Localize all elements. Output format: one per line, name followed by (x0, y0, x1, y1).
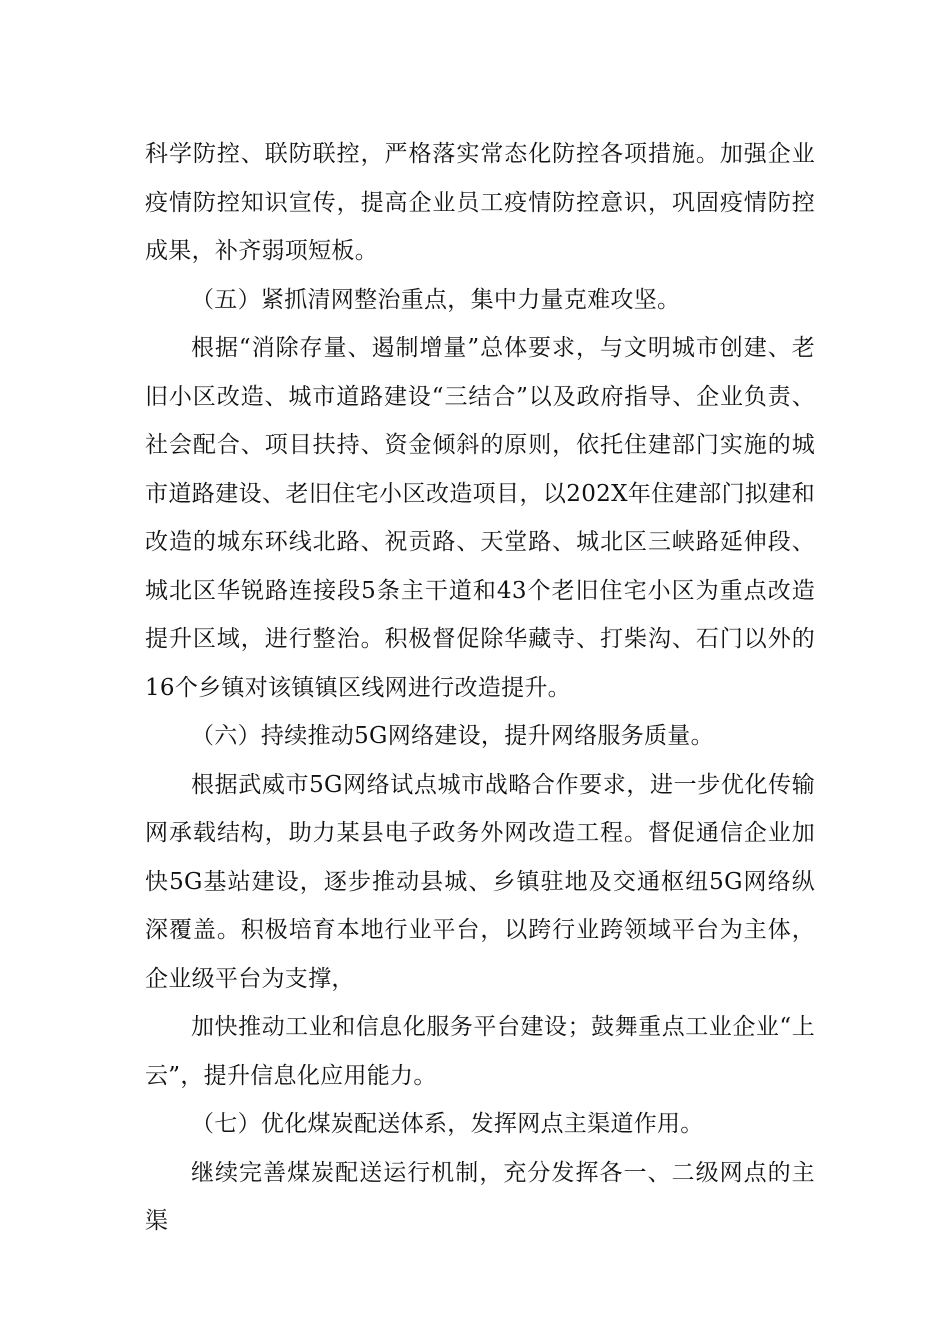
document-body (145, 130, 815, 1246)
paragraph-network-cleanup: 根据“消除存量、遏制增量”总体要求，与文明城市创建、老旧小区改造、城市道路建设“三结合”以及政府指导、企业负责、社会配合、项目扶持、资金倾斜的原则，依托住建部门实施的城市道路建设、老旧住宅小区改造项目，以202X年住建部门拟建和改造的城东环线北路、祝贡路、天堂路、城北区三峡路延伸段、城北区华锐路连接段5条主干道和43个老旧住宅小区为重点改造提升区域，进行整治。积极督促除华藏寺、打柴沟、石门以外的16个乡镇对该镇镇区线网进行改造提升。 (145, 335, 815, 701)
paragraph-coal-distribution: 继续完善煤炭配送运行机制，充分发挥各一、二级网点的主渠 (145, 1159, 815, 1234)
heading-section-five: （五）紧抓清网整治重点，集中力量克难攻坚。 (191, 286, 681, 313)
heading-section-six: （六）持续推动5G网络建设，提升网络服务质量。 (191, 723, 714, 749)
heading-section-seven: （七）优化煤炭配送体系，发挥网点主渠道作用。 (191, 1111, 704, 1137)
paragraph-epidemic-control: 科学防控、联防联控，严格落实常态化防控各项措施。加强企业疫情防控知识宣传，提高企业员工疫情防控意识，巩固疫情防控成果，补齐弱项短板。 (145, 141, 815, 264)
paragraph-5g-construction: 根据武威市5G网络试点城市战略合作要求，进一步优化传输网承载结构，助力某县电子政务外网改造工程。督促通信企业加快5G基站建设，逐步推动县城、乡镇驻地及交通枢纽5G网络纵深覆盖。积极培育本地行业平台，以跨行业跨领域平台为主体，企业级平台为支撑， (145, 771, 815, 992)
paragraph-informatization: 加快推动工业和信息化服务平台建设；鼓舞重点工业企业“上云”，提升信息化应用能力。 (145, 1014, 815, 1089)
